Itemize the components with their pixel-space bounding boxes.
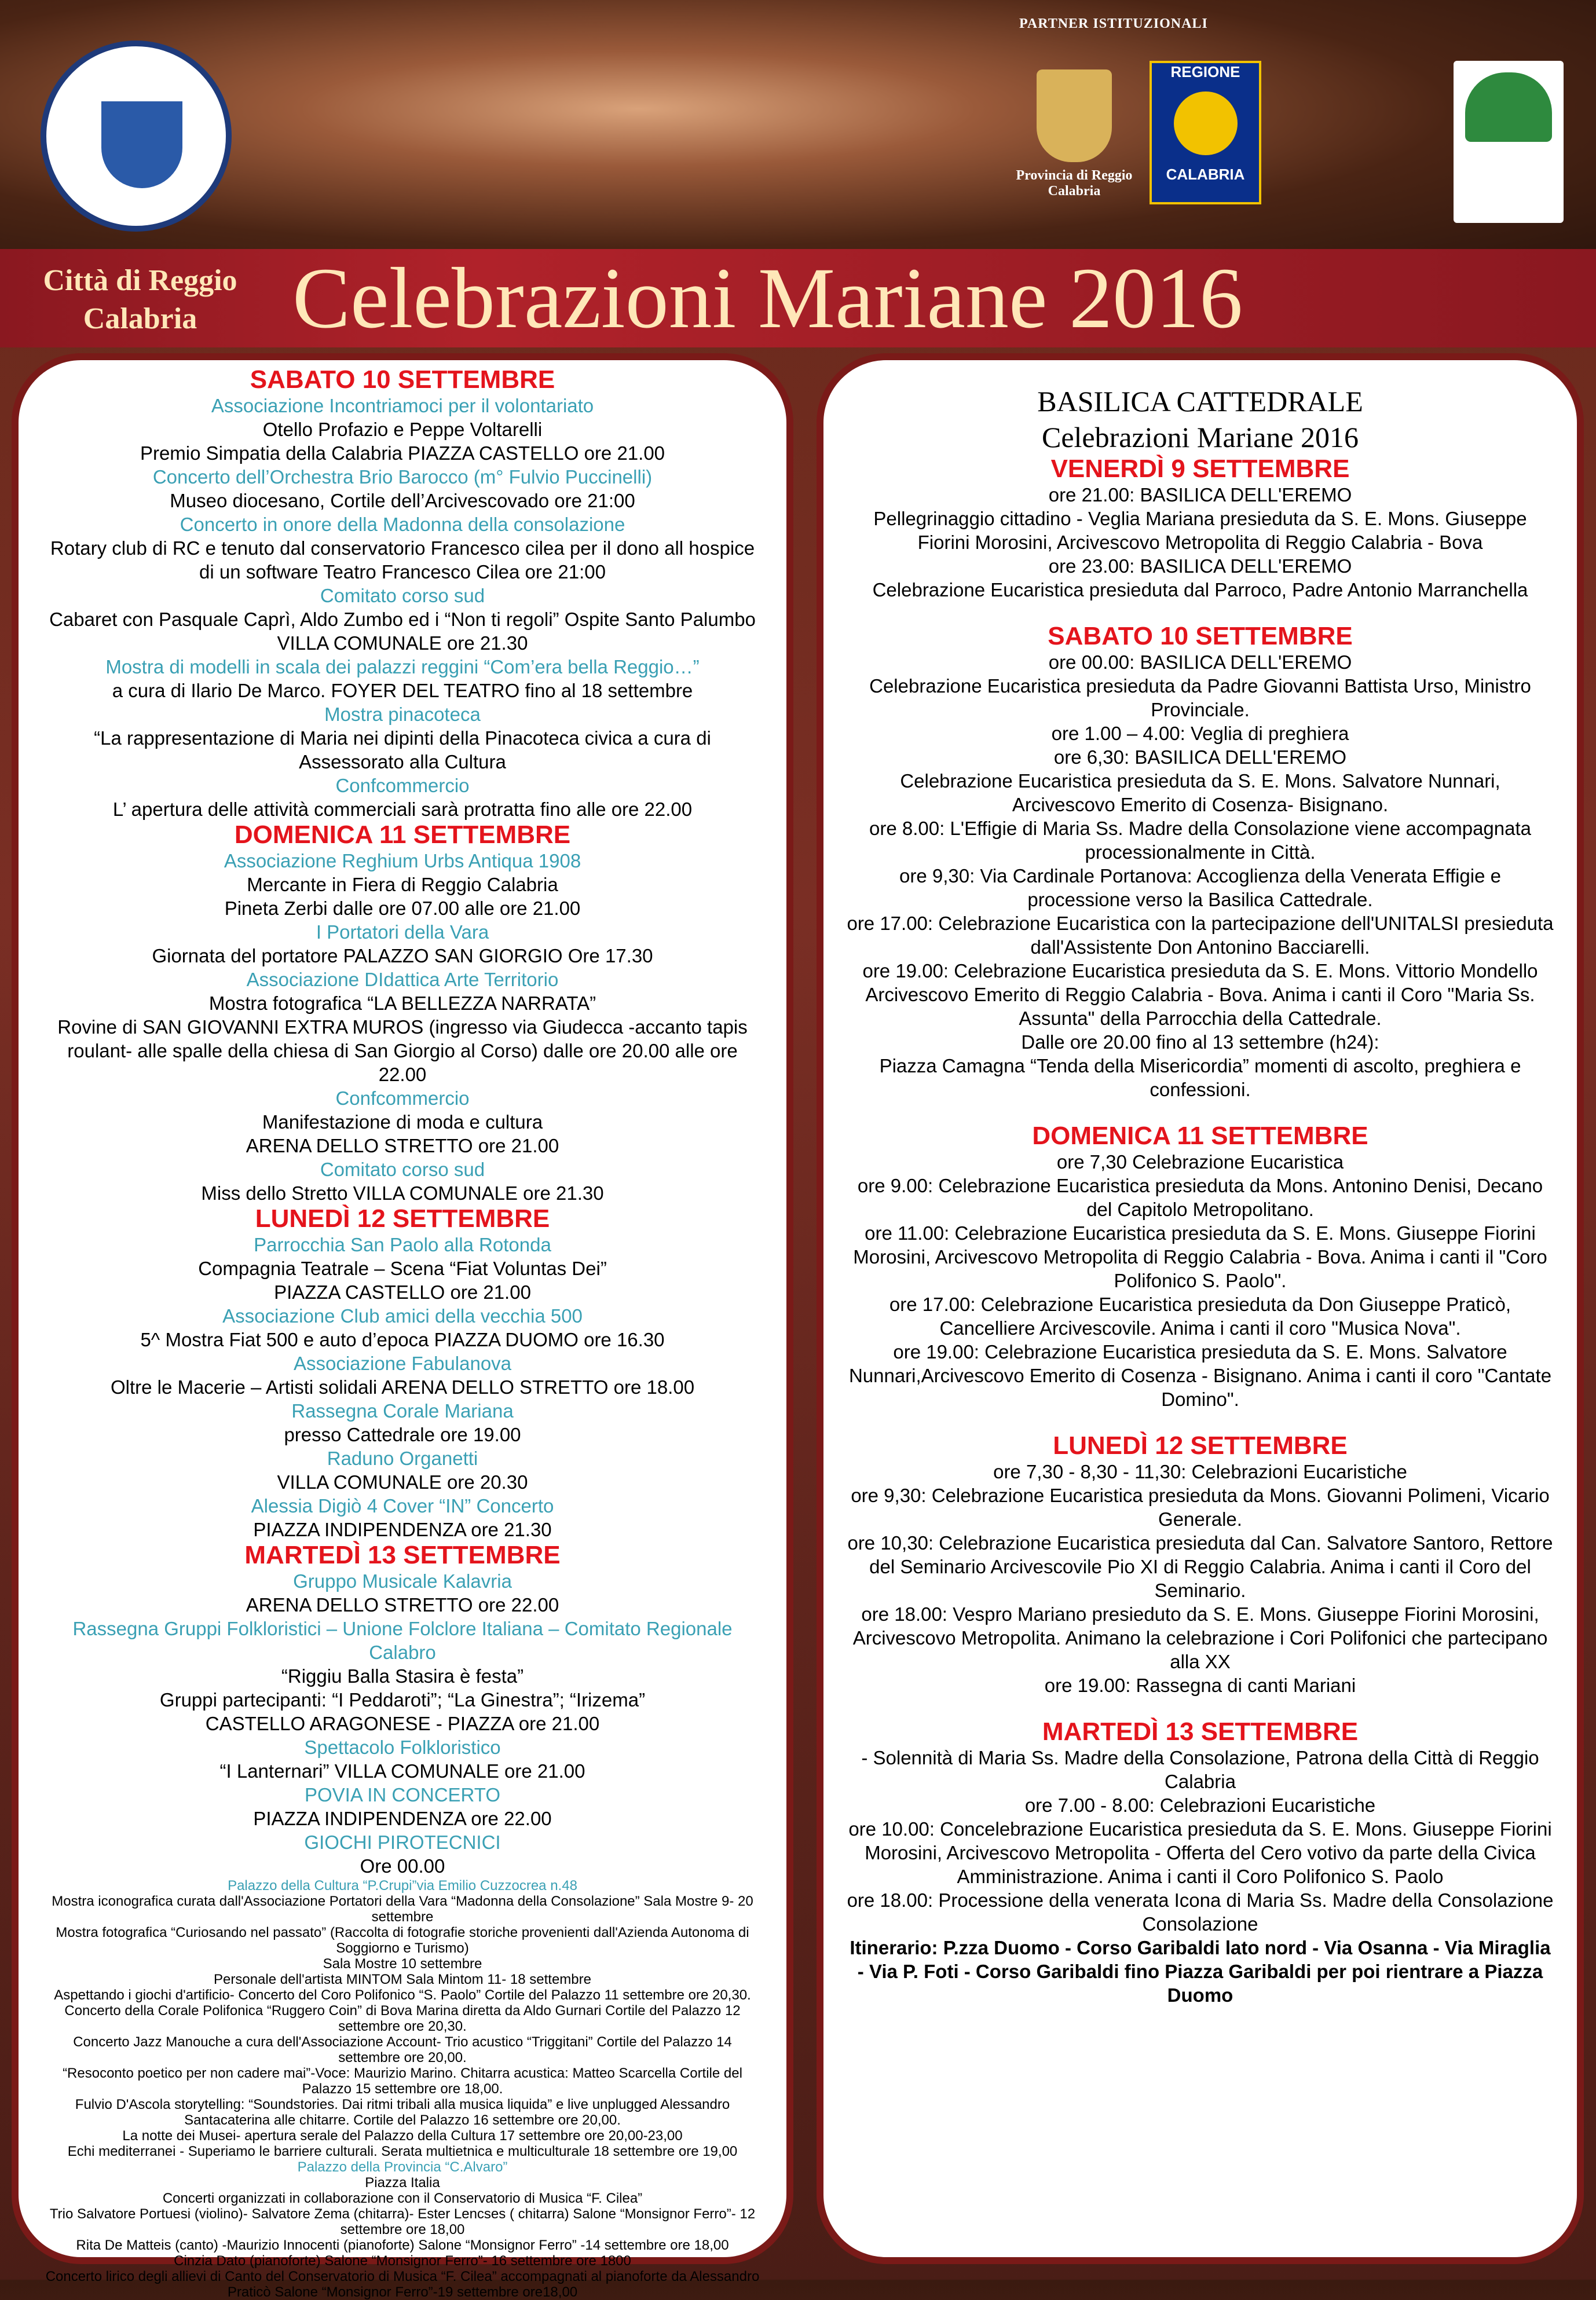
program-line: Mostra iconografica curata dall'Associazione Portatori della Vara “Madonna della Consolazione” Sala Mostre 9- 20 settembre	[52, 1894, 753, 1925]
program-line: Pineta Zerbi dalle ore 07.00 alle ore 21.00	[224, 898, 581, 919]
program-line: Concerto della Corale Polifonica “Ruggero Coin” di Bova Marina diretta da Aldo Gurnari Cortile del Palazzo 12 settembre ore 20,30.	[64, 2003, 741, 2034]
organizer-line: Confcommercio	[335, 1087, 470, 1109]
program-line: Piazza Camagna “Tenda della Misericordia” momenti di ascolto, preghiera e confessioni.	[879, 1055, 1521, 1100]
program-line: Pellegrinaggio cittadino - Veglia Mariana presieduta da S. E. Mons. Giuseppe Fiorini Morosini, Arcivescovo Metropolita di Reggio Calabria - Bova	[873, 508, 1527, 553]
organizer-line: Concerto dell’Orchestra Brio Barocco (m° Fulvio Puccinelli)	[152, 466, 653, 488]
organizer-line: Comitato corso sud	[320, 1159, 485, 1180]
organizer-line: Mostra pinacoteca	[324, 704, 481, 725]
header-artwork	[0, 0, 1596, 272]
program-line: ore 21.00: BASILICA DELL'EREMO	[1048, 484, 1352, 506]
program-line: ore 1.00 – 4.00: Veglia di preghiera	[1051, 723, 1349, 744]
partner-label: PARTNER ISTITUZIONALI	[1019, 16, 1208, 31]
title-banner	[0, 249, 1596, 347]
program-line: ore 10,30: Celebrazione Eucaristica presieduta dal Can. Salvatore Santoro, Rettore del Seminario Arcivescovile Pio XI di Reggio Calabria. Anima i canti il Coro del Seminario.	[847, 1532, 1553, 1601]
program-line: Celebrazione Eucaristica presieduta da S. E. Mons. Salvatore Nunnari, Arcivescovo Emerito di Cosenza- Bisignano.	[900, 770, 1500, 815]
program-line: Gruppi partecipanti: “I Peddaroti”; “La Ginestra”; “Irizema”	[159, 1689, 646, 1711]
program-line: Cinzia Dato (pianoforte) Salone “Monsignor Ferro”- 16 settembre ore 1800	[174, 2253, 631, 2269]
section-title: BASILICA CATTEDRALE	[1037, 385, 1363, 417]
program-line: ore 7,30 - 8,30 - 11,30: Celebrazioni Eucaristiche	[993, 1461, 1407, 1482]
provincia-label: Provincia di Reggio Calabria	[1016, 168, 1133, 199]
program-line: - Solennità di Maria Ss. Madre della Consolazione, Patrona della Città di Reggio Calabria	[861, 1747, 1539, 1792]
day-heading: DOMENICA 11 SETTEMBRE	[234, 821, 571, 849]
program-line: PIAZZA INDIPENDENZA ore 21.30	[253, 1519, 552, 1540]
program-line: ARENA DELLO STRETTO ore 22.00	[246, 1594, 559, 1616]
regione-emblem-icon	[1174, 91, 1238, 155]
organizer-line: GIOCHI PIROTECNICI	[304, 1832, 501, 1853]
program-line: Rovine di SAN GIOVANNI EXTRA MUROS (ingresso via Giudecca -accanto tapis roulant- alle spalle della chiesa di San Giorgio al Corso) dalle ore 20.00 alle ore 22.00	[57, 1016, 748, 1085]
program-line: Aspettando i giochi d'artificio- Concerto del Coro Polifonico “S. Paolo” Cortile del Palazzo 11 settembre ore 20,30.	[54, 1987, 751, 2003]
program-line: ore 19.00: Rassegna di canti Mariani	[1044, 1675, 1356, 1696]
program-line: Giornata del portatore PALAZZO SAN GIORGIO Ore 17.30	[152, 945, 653, 966]
organizer-line: Palazzo della Provincia “C.Alvaro”	[297, 2159, 508, 2175]
program-line: Mercante in Fiera di Reggio Calabria	[247, 874, 558, 895]
city-shield-icon	[101, 101, 182, 188]
program-line: Dalle ore 20.00 fino al 13 settembre (h24):	[1021, 1031, 1379, 1053]
right-program-list	[823, 383, 1577, 2007]
program-line	[823, 602, 1577, 622]
program-line: VILLA COMUNALE ore 20.30	[277, 1471, 528, 1493]
organizer-line: Associazione Club amici della vecchia 500	[222, 1305, 583, 1327]
program-line: PIAZZA INDIPENDENZA ore 22.00	[253, 1808, 552, 1829]
organizer-line: Associazione Reghium Urbs Antiqua 1908	[224, 850, 581, 871]
day-heading: VENERDÌ 9 SETTEMBRE	[1050, 455, 1350, 483]
organizer-line: Concerto in onore della Madonna della consolazione	[180, 514, 625, 535]
program-line: presso Cattedrale ore 19.00	[284, 1424, 521, 1445]
program-line: ore 17.00: Celebrazione Eucaristica con la partecipazione dell'UNITALSI presieduta dall'Assistente Don Antonino Bacciarelli.	[847, 913, 1554, 958]
regione-logo	[1150, 61, 1261, 204]
calabria-label: CALABRIA	[1166, 166, 1245, 183]
organizer-line: Associazione DIdattica Arte Territorio	[246, 969, 559, 990]
program-line	[823, 1101, 1577, 1122]
organizer-line: Palazzo della Cultura “P.Crupi”via Emilio Cuzzocrea n.48	[228, 1878, 577, 1894]
program-line: “Resoconto poetico per non cadere mai”-Voce: Maurizio Marino. Chitarra acustica: Matteo Scarcella Cortile del Palazzo 15 settembre ore 18,00.	[63, 2065, 742, 2097]
program-line: ore 00.00: BASILICA DELL'EREMO	[1048, 651, 1352, 673]
program-line: Celebrazione Eucaristica presieduta dal Parroco, Padre Antonio Marranchella	[872, 579, 1528, 600]
galero-icon	[1465, 72, 1552, 142]
day-heading: MARTEDÌ 13 SETTEMBRE	[244, 1541, 561, 1569]
program-line: Fulvio D'Ascola storytelling: “Soundstories. Dai ritmi tribali alla musica liquida” e live unplugged Alessandro Santacaterina alle chitarre. Cortile del Palazzo 16 settembre ore 20,00.	[75, 2097, 730, 2128]
program-line: Echi mediterranei - Superiamo le barriere culturali. Serata multietnica e multiculturale 18 settembre ore 19,00	[67, 2144, 738, 2159]
day-heading: SABATO 10 SETTEMBRE	[250, 365, 555, 394]
program-line: ore 10.00: Concelebrazione Eucaristica presieduta da S. E. Mons. Giuseppe Fiorini Morosini, Arcivescovo Metropolita - Offerta del Cero votivo da parte della Civica Amministrazione. Anima i canti il Coro Polifonico S. Paolo	[848, 1818, 1552, 1887]
right-program-panel	[817, 353, 1584, 2264]
day-heading: DOMENICA 11 SETTEMBRE	[1032, 1122, 1368, 1150]
program-line: ore 6,30: BASILICA DELL'EREMO	[1053, 746, 1347, 768]
program-line: Celebrazione Eucaristica presieduta da Padre Giovanni Battista Urso, Ministro Provinciale.	[869, 675, 1531, 720]
program-line: Compagnia Teatrale – Scena “Fiat Voluntas Dei”	[198, 1258, 607, 1279]
organizer-line: Associazione Incontriamoci per il volontariato	[211, 395, 594, 416]
program-line: Concerti organizzati in collaborazione con il Conservatorio di Musica “F. Cilea”	[162, 2191, 643, 2206]
program-line: “I Lanternari” VILLA COMUNALE ore 21.00	[219, 1760, 585, 1782]
left-program-list	[19, 366, 786, 2300]
program-line: Otello Profazio e Peppe Voltarelli	[262, 419, 543, 440]
program-line	[823, 1411, 1577, 1432]
program-line: Rita De Matteis (canto) -Maurizio Innocenti (pianoforte) Salone “Monsignor Ferro” -14 settembre ore 18,00	[76, 2237, 729, 2253]
program-line: ore 7,30 Celebrazione Eucaristica	[1056, 1151, 1344, 1173]
program-line: Museo diocesano, Cortile dell’Arcivescovado ore 21:00	[170, 490, 635, 511]
organizer-line: Mostra di modelli in scala dei palazzi reggini “Com’era bella Reggio…”	[105, 656, 700, 677]
city-seal-logo	[41, 41, 232, 232]
page-title: Celebrazioni Mariane 2016	[292, 250, 1243, 346]
organizer-line: Comitato corso sud	[320, 585, 485, 606]
program-line: Concerto lirico degli allievi di Canto del Conservatorio di Musica “F. Cilea” accompagnati al pianoforte da Alessandro Praticò Salone “Monsignor Ferro”-19 settembre ore18,00	[45, 2269, 760, 2300]
program-line: ore 9.00: Celebrazione Eucaristica presieduta da Mons. Antonino Denisi, Decano del Capitolo Metropolitano.	[857, 1175, 1543, 1220]
day-heading: LUNEDÌ 12 SETTEMBRE	[255, 1204, 550, 1233]
program-line: La notte dei Musei- apertura serale del Palazzo della Cultura 17 settembre ore 20,00-23,00	[122, 2128, 683, 2144]
day-heading: MARTEDÌ 13 SETTEMBRE	[1042, 1717, 1359, 1746]
program-line: ore 17.00: Celebrazione Eucaristica presieduta da Don Giuseppe Praticò, Cancelliere Arcivescovile. Anima i canti il coro "Musica Nova".	[889, 1294, 1511, 1339]
program-line: Personale dell'artista MINTOM Sala Mintom 11- 18 settembre	[214, 1972, 591, 1987]
organizer-line: Gruppo Musicale Kalavria	[293, 1570, 512, 1592]
program-line: ore 9,30: Celebrazione Eucaristica presieduta da Mons. Giovanni Polimeni, Vicario Generale.	[851, 1485, 1550, 1530]
program-line: Ore 00.00	[360, 1855, 445, 1877]
program-line: Trio Salvatore Portuesi (violino)- Salvatore Zema (chitarra)- Ester Lencses ( chitarra) Salone “Monsignor Ferro”- 12 settembre ore 18,00	[49, 2206, 756, 2237]
program-line: PIAZZA CASTELLO ore 21.00	[274, 1281, 531, 1303]
program-line: a cura di Ilario De Marco. FOYER DEL TEATRO fino al 18 settembre	[112, 680, 693, 701]
organizer-line: Rassegna Gruppi Folkloristici – Unione Folclore Italiana – Comitato Regionale Calabro	[72, 1618, 733, 1663]
left-program-panel	[12, 353, 793, 2300]
provincia-crest-icon	[1037, 69, 1112, 162]
program-line: CASTELLO ARAGONESE - PIAZZA ore 21.00	[205, 1713, 600, 1734]
program-line: ore 9,30: Via Cardinale Portanova: Accoglienza della Venerata Effigie e processione verso la Basilica Cattedrale.	[899, 865, 1501, 910]
program-line: Rotary club di RC e tenuto dal conservatorio Francesco cilea per il dono all hospice di un software Teatro Francesco Cilea ore 21:00	[50, 537, 755, 583]
day-heading: SABATO 10 SETTEMBRE	[1048, 622, 1353, 650]
program-line: Premio Simpatia della Calabria PIAZZA CASTELLO ore 21.00	[140, 442, 665, 464]
program-line: ore 7.00 - 8.00: Celebrazioni Eucaristiche	[1024, 1794, 1376, 1816]
program-line: ore 23.00: BASILICA DELL'EREMO	[1048, 555, 1352, 577]
organizer-line: Associazione Fabulanova	[293, 1353, 512, 1374]
organizer-line: I Portatori della Vara	[316, 921, 489, 943]
organizer-line: Alessia Digiò 4 Cover “IN” Concerto	[251, 1495, 554, 1517]
archdiocese-coat-of-arms	[1454, 61, 1564, 223]
regione-label: REGIONE	[1170, 63, 1240, 80]
program-line: Mostra fotografica “LA BELLEZZA NARRATA”	[208, 992, 596, 1014]
provincia-logo	[1011, 69, 1138, 220]
organizer-line: Rassegna Corale Mariana	[291, 1400, 514, 1422]
program-line: ore 8.00: L'Effigie di Maria Ss. Madre della Consolazione viene accompagnata processionalmente in Città.	[869, 818, 1532, 863]
program-line: Concerto Jazz Manouche a cura dell'Associazione Account- Trio acustico “Triggitani” Cortile del Palazzo 14 settembre ore 20,00.	[73, 2034, 732, 2065]
program-line: ore 18.00: Vespro Mariano presieduto da S. E. Mons. Giuseppe Fiorini Morosini, Arcivescovo Metropolita. Animano la celebrazione i Cori Polifonici che partecipano alla XX	[852, 1603, 1548, 1672]
program-line: Itinerario: P.zza Duomo - Corso Garibaldi lato nord - Via Osanna - Via Miraglia - Via P. Foti - Corso Garibaldi fino Piazza Garibaldi per poi rientrare a Piazza Duomo	[850, 1937, 1551, 2006]
city-label: Città di Reggio Calabria	[43, 264, 237, 335]
program-line: ore 11.00: Celebrazione Eucaristica presieduta da S. E. Mons. Giuseppe Fiorini Morosini, Arcivescovo Metropolita di Reggio Calabria - Bova. Anima i canti il "Coro Polifonico S. Paolo".	[853, 1222, 1547, 1291]
program-line	[823, 1697, 1577, 1718]
program-line: Sala Mostre 10 settembre	[323, 1956, 482, 1972]
organizer-line: Parrocchia San Paolo alla Rotonda	[254, 1234, 551, 1255]
program-line: ore 19.00: Celebrazione Eucaristica presieduta da S. E. Mons. Salvatore Nunnari,Arcivescovo Emerito di Cosenza - Bisignano. Anima i canti il coro "Cantate Domino".	[848, 1341, 1552, 1410]
program-line: “La rappresentazione di Maria nei dipinti della Pinacoteca civica a cura di Assessorato alla Cultura	[94, 727, 711, 772]
program-line: ore 19.00: Celebrazione Eucaristica presieduta da S. E. Mons. Vittorio Mondello Arcivescovo Emerito di Reggio Calabria - Bova. Anima i canti il Coro "Maria Ss. Assunta" della Parrocchia della Cattedrale.	[862, 960, 1538, 1029]
organizer-line: Raduno Organetti	[327, 1448, 478, 1469]
program-line: Cabaret con Pasquale Caprì, Aldo Zumbo ed i “Non ti regoli” Ospite Santo Palumbo VILLA COMUNALE ore 21.30	[49, 609, 756, 654]
organizer-line: POVIA IN CONCERTO	[304, 1784, 501, 1805]
program-line: Piazza Italia	[365, 2175, 440, 2191]
program-line: Oltre le Macerie – Artisti solidali ARENA DELLO STRETTO ore 18.00	[110, 1376, 695, 1398]
section-title: Celebrazioni Mariane 2016	[1041, 421, 1359, 453]
program-line: Miss dello Stretto VILLA COMUNALE ore 21.30	[201, 1182, 604, 1204]
day-heading: LUNEDÌ 12 SETTEMBRE	[1053, 1431, 1348, 1460]
organizer-line: Spettacolo Folkloristico	[304, 1737, 501, 1758]
program-line: “Riggiu Balla Stasira è festa”	[281, 1665, 524, 1687]
program-line: ARENA DELLO STRETTO ore 21.00	[246, 1135, 559, 1156]
program-line: Manifestazione di moda e cultura	[262, 1111, 543, 1133]
program-line: ore 18.00: Processione della venerata Icona di Maria Ss. Madre della Consolazione Consolazione	[847, 1889, 1554, 1935]
organizer-line: Confcommercio	[335, 775, 470, 796]
program-line: L’ apertura delle attività commerciali sarà protratta fino alle ore 22.00	[112, 799, 693, 820]
program-line: 5^ Mostra Fiat 500 e auto d’epoca PIAZZA DUOMO ore 16.30	[140, 1329, 665, 1350]
program-line: Mostra fotografica “Curiosando nel passato” (Raccolta di fotografie storiche provenienti dall'Azienda Autonoma di Soggiorno e Turismo)	[56, 1925, 749, 1956]
